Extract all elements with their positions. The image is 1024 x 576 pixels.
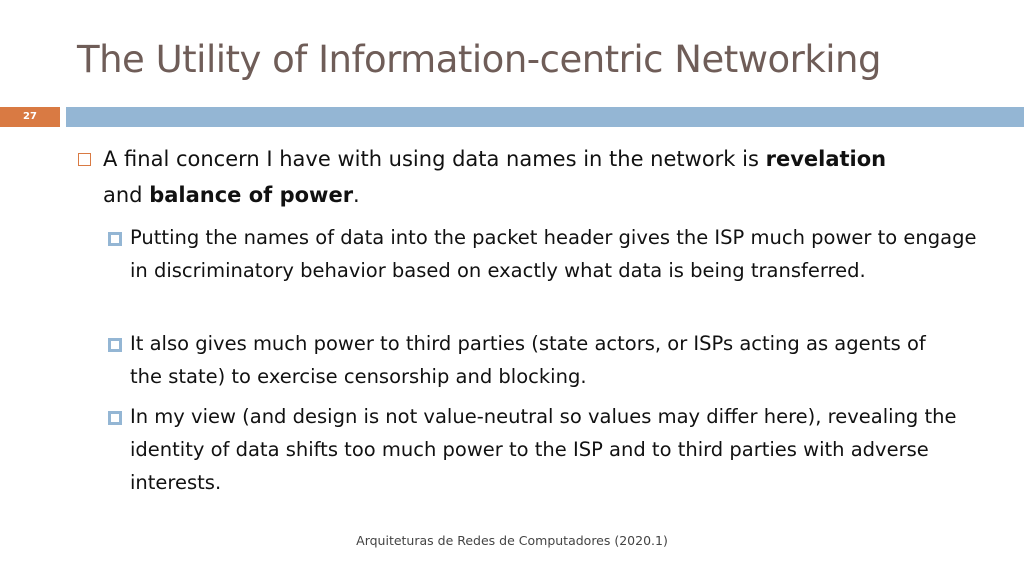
bold-revelation: revelation — [765, 147, 887, 171]
sub-bullet-text: Putting the names of data into the packet header gives the ISP much power to engage in discriminatory behavior based on exactly what data is being transferred. — [130, 226, 977, 282]
bullet-text: . — [353, 183, 360, 207]
slide-title: The Utility of Information-centric Networking — [77, 38, 881, 81]
sub-bullet-text: It also gives much power to third parties (state actors, or ISPs acting as agents of the state) to exercise censorship and blocking. — [130, 332, 926, 388]
sub-bullet — [130, 221, 990, 287]
sub-bullet-text: In my view (and design is not value-neutral so values may differ here), revealing the identity of data shifts too much power to the ISP and to third parties with adverse interests. — [130, 405, 957, 494]
footer: Arquiteturas de Redes de Computadores (2020.1) — [356, 533, 668, 548]
header-bar — [66, 107, 1024, 127]
bold-balance-of-power: balance of power — [149, 183, 354, 207]
square-bullet-icon — [108, 232, 122, 246]
slide-number: 27 — [0, 107, 60, 127]
sub-bullet — [130, 327, 930, 393]
main-bullet — [103, 141, 903, 213]
square-bullet-icon — [108, 411, 122, 425]
bullet-text: A final concern I have with using data names in the network is — [103, 147, 766, 171]
square-bullet-icon — [78, 153, 91, 166]
square-bullet-icon — [108, 338, 122, 352]
bullet-text: and — [103, 183, 150, 207]
sub-bullet — [130, 400, 970, 499]
